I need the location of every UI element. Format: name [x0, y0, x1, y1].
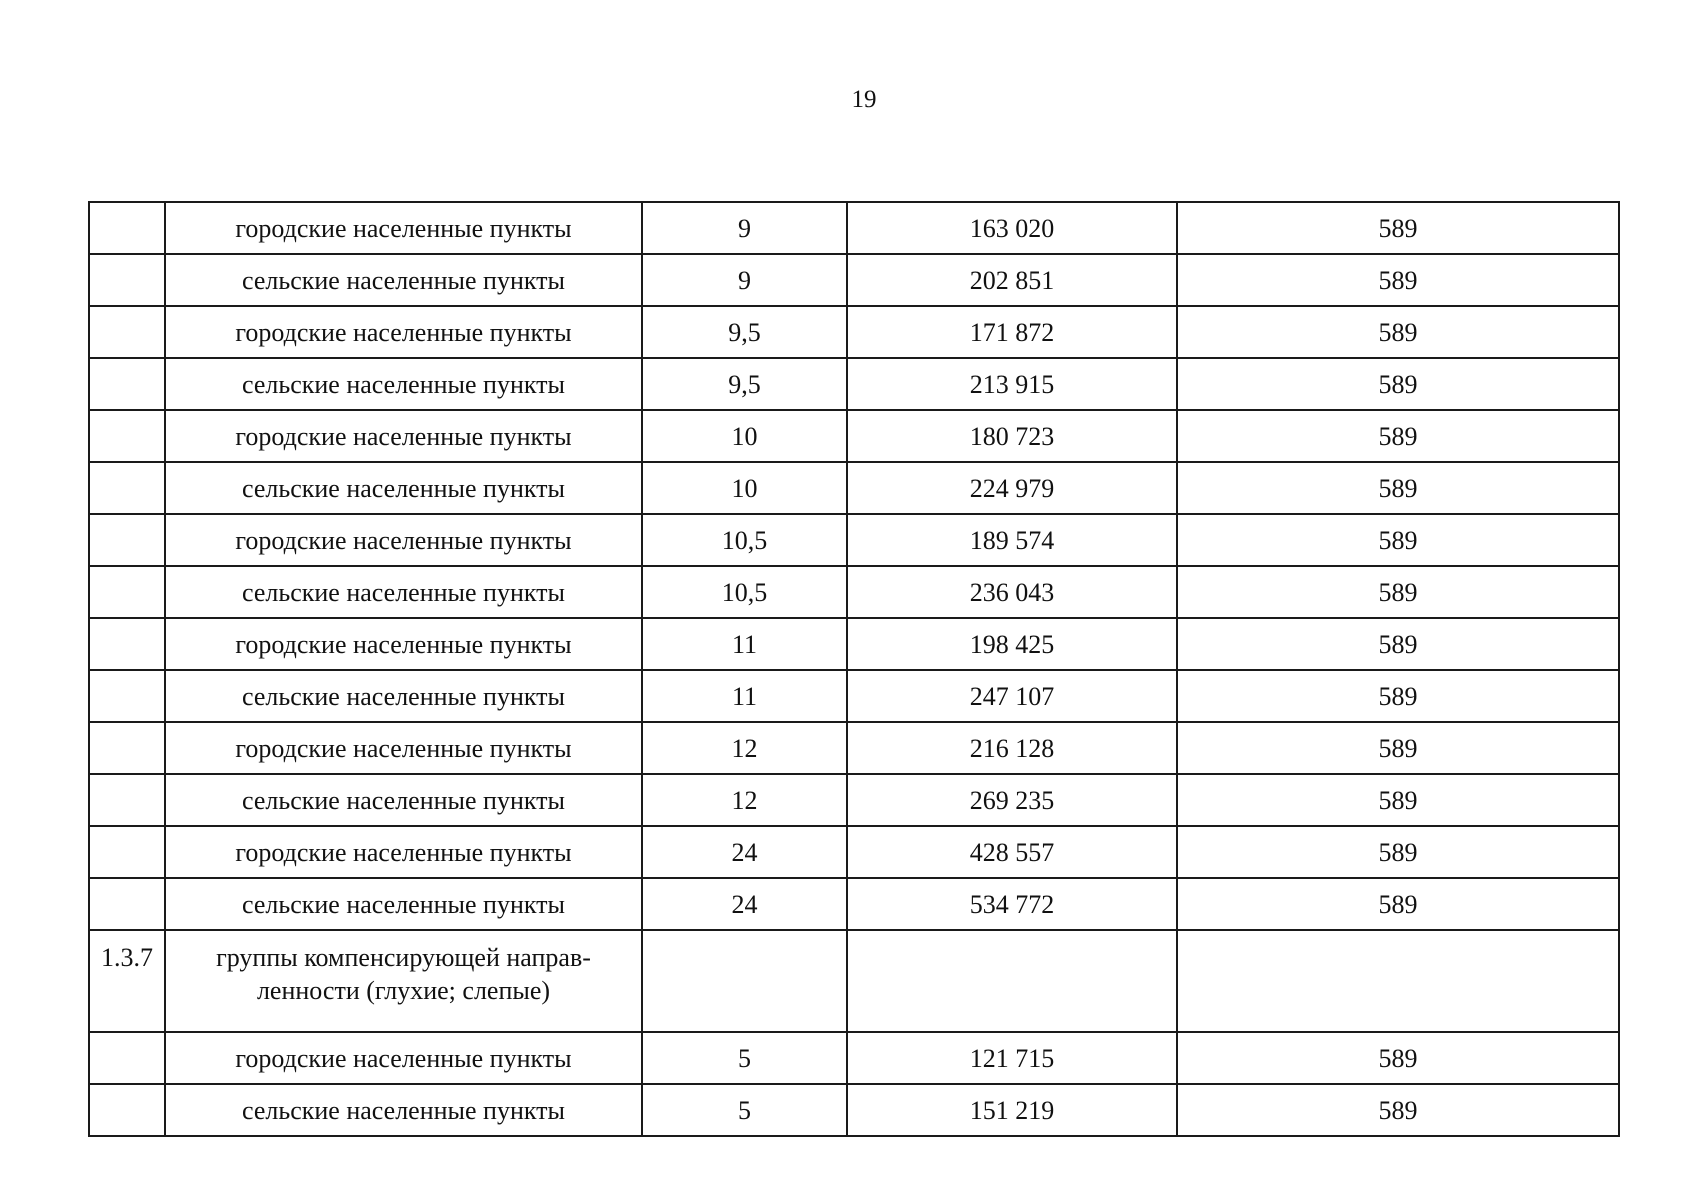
group-header-row — [89, 930, 1619, 1032]
table-row — [89, 1084, 1619, 1136]
cell-amount: 171 872 — [847, 306, 1177, 358]
cell-code: 589 — [1177, 306, 1619, 358]
cell-hours: 10,5 — [642, 514, 847, 566]
cell-hours: 9 — [642, 254, 847, 306]
cell-hours: 11 — [642, 618, 847, 670]
cell-amount: 198 425 — [847, 618, 1177, 670]
table-row — [89, 254, 1619, 306]
table-row — [89, 410, 1619, 462]
cell-settlement-type: городские населенные пункты — [165, 722, 642, 774]
cell-hours: 12 — [642, 722, 847, 774]
cell-group-label — [165, 930, 642, 1032]
page-number: 19 — [851, 86, 877, 113]
cell-code: 589 — [1177, 618, 1619, 670]
cell-code: 589 — [1177, 358, 1619, 410]
cell-hours: 9,5 — [642, 306, 847, 358]
cell-code: 589 — [1177, 514, 1619, 566]
cell-number — [89, 1084, 165, 1136]
cell-settlement-type: городские населенные пункты — [165, 1032, 642, 1084]
cell-number — [89, 358, 165, 410]
table-row — [89, 566, 1619, 618]
cell-number — [89, 1032, 165, 1084]
cell-code: 589 — [1177, 1084, 1619, 1136]
cell-hours: 11 — [642, 670, 847, 722]
cell-amount: 428 557 — [847, 826, 1177, 878]
cell-amount: 236 043 — [847, 566, 1177, 618]
cell-settlement-type: сельские населенные пункты — [165, 462, 642, 514]
cell-hours: 10 — [642, 410, 847, 462]
cell-code: 589 — [1177, 410, 1619, 462]
cell-number — [89, 462, 165, 514]
cell-number — [89, 618, 165, 670]
cell-amount: 224 979 — [847, 462, 1177, 514]
cell-code: 589 — [1177, 670, 1619, 722]
table-row — [89, 514, 1619, 566]
cell-number — [89, 878, 165, 930]
cell-settlement-type: сельские населенные пункты — [165, 878, 642, 930]
cell-amount: 189 574 — [847, 514, 1177, 566]
cell-hours: 9 — [642, 202, 847, 254]
table-row — [89, 618, 1619, 670]
cell-code: 589 — [1177, 1032, 1619, 1084]
cell-hours: 9,5 — [642, 358, 847, 410]
cell-hours: 12 — [642, 774, 847, 826]
cell-hours: 5 — [642, 1032, 847, 1084]
cell-amount: 163 020 — [847, 202, 1177, 254]
cell-code: 589 — [1177, 566, 1619, 618]
cell-code: 589 — [1177, 878, 1619, 930]
cell-number — [89, 202, 165, 254]
group-label-line-1: группы компенсирующей направ- — [216, 943, 591, 972]
table-row — [89, 306, 1619, 358]
table-row — [89, 670, 1619, 722]
cell-hours: 5 — [642, 1084, 847, 1136]
cell-settlement-type: сельские населенные пункты — [165, 254, 642, 306]
cell-settlement-type: сельские населенные пункты — [165, 566, 642, 618]
cell-code: 589 — [1177, 722, 1619, 774]
cell-settlement-type: сельские населенные пункты — [165, 774, 642, 826]
table-row — [89, 774, 1619, 826]
group-label-line-2: ленности (глухие; слепые) — [256, 976, 551, 1005]
table-row — [89, 826, 1619, 878]
cell-settlement-type: сельские населенные пункты — [165, 1084, 642, 1136]
cell-amount: 269 235 — [847, 774, 1177, 826]
cell-settlement-type: городские населенные пункты — [165, 306, 642, 358]
cell-amount: 180 723 — [847, 410, 1177, 462]
cell-number — [89, 722, 165, 774]
cell-number — [89, 410, 165, 462]
cell-hours: 10 — [642, 462, 847, 514]
cell-number — [89, 774, 165, 826]
table-row — [89, 1032, 1619, 1084]
cell-amount — [847, 930, 1177, 1032]
cell-settlement-type: городские населенные пункты — [165, 410, 642, 462]
cell-hours: 10,5 — [642, 566, 847, 618]
cell-settlement-type: сельские населенные пункты — [165, 670, 642, 722]
cell-amount: 247 107 — [847, 670, 1177, 722]
cell-number — [89, 670, 165, 722]
cell-code: 589 — [1177, 462, 1619, 514]
table-row — [89, 202, 1619, 254]
cell-code — [1177, 930, 1619, 1032]
cell-code: 589 — [1177, 826, 1619, 878]
table-row — [89, 462, 1619, 514]
cell-code: 589 — [1177, 774, 1619, 826]
cell-number — [89, 254, 165, 306]
cell-number — [89, 566, 165, 618]
cell-amount: 151 219 — [847, 1084, 1177, 1136]
cell-amount: 534 772 — [847, 878, 1177, 930]
cell-code: 589 — [1177, 254, 1619, 306]
cell-section-number: 1.3.7 — [89, 930, 165, 1032]
cell-hours — [642, 930, 847, 1032]
table-row — [89, 722, 1619, 774]
cell-settlement-type: сельские населенные пункты — [165, 358, 642, 410]
cell-number — [89, 826, 165, 878]
cell-hours: 24 — [642, 826, 847, 878]
tariff-table — [88, 201, 1620, 1137]
cell-code: 589 — [1177, 202, 1619, 254]
table-row — [89, 878, 1619, 930]
cell-amount: 121 715 — [847, 1032, 1177, 1084]
cell-amount: 216 128 — [847, 722, 1177, 774]
cell-settlement-type: городские населенные пункты — [165, 514, 642, 566]
cell-number — [89, 514, 165, 566]
cell-settlement-type: городские населенные пункты — [165, 202, 642, 254]
cell-number — [89, 306, 165, 358]
cell-hours: 24 — [642, 878, 847, 930]
cell-amount: 213 915 — [847, 358, 1177, 410]
cell-settlement-type: городские населенные пункты — [165, 826, 642, 878]
table-row — [89, 358, 1619, 410]
cell-settlement-type: городские населенные пункты — [165, 618, 642, 670]
cell-amount: 202 851 — [847, 254, 1177, 306]
